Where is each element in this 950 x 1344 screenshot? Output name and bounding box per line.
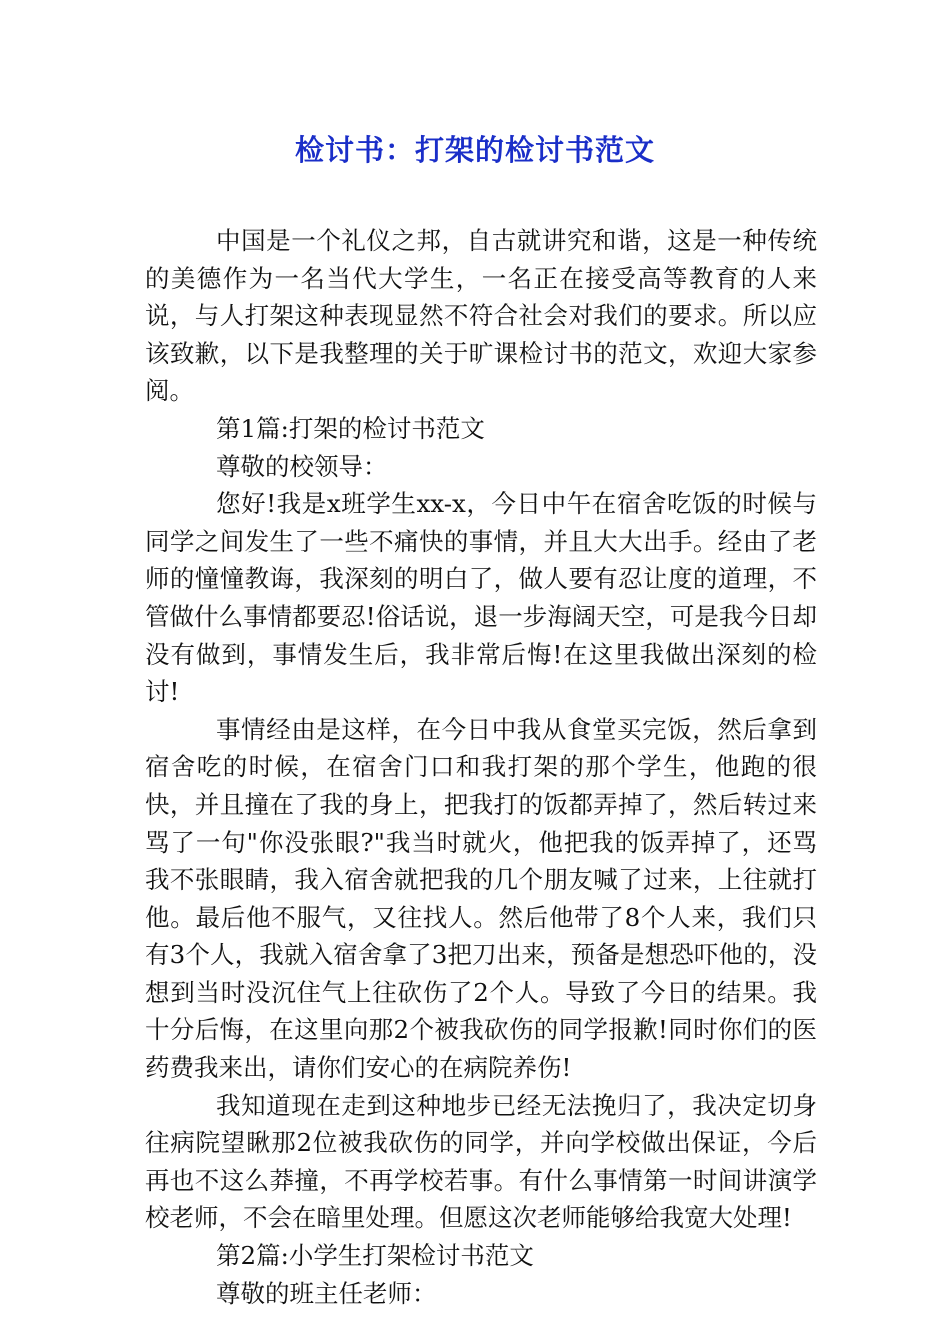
document-body — [145, 222, 817, 1312]
body-paragraph: 事情经由是这样，在今日中我从食堂买完饭，然后拿到宿舍吃的时候，在宿舍门口和我打架的那个学生，他跑的很快，并且撞在了我的身上，把我打的饭都弄掉了，然后转过来骂了一句"你没张眼?"我当时就火，他把我的饭弄掉了，还骂我不张眼睛，我入宿舍就把我的几个朋友喊了过来，上往就打他。最后他不服气，又往找人。然后他带了8个人来，我们只有3个人，我就入宿舍拿了3把刀出来，预备是想恐吓他的，没想到当时没沉住气上往砍伤了2个人。导致了今日的结果。我十分后悔，在这里向那2个被我砍伤的同学报歉!同时你们的医药费我来出，请你们安心的在病院养伤! — [145, 714, 817, 1083]
document-title: 检讨书：打架的检讨书范文 — [294, 133, 655, 167]
salutation-1: 尊敬的校领导： — [216, 451, 388, 481]
section-heading-1: 第1篇:打架的检讨书范文 — [216, 413, 485, 443]
intro-paragraph: 中国是一个礼仪之邦，自古就讲究和谐，这是一种传统的美德作为一名当代大学生，一名正在接受高等教育的人来说，与人打架这种表现显然不符合社会对我们的要求。所以应该致歉，以下是我整理的关于旷课检讨书的范文，欢迎大家参阅。 — [145, 226, 817, 406]
section-heading-2: 第2篇:小学生打架检讨书范文 — [216, 1241, 534, 1271]
body-paragraph: 我知道现在走到这种地步已经无法挽归了，我决定切身往病院望瞅那2位被我砍伤的同学，并向学校做出保证，今后再也不这么莽撞，不再学校若事。有什么事情第一时间讲演学校老师，不会在暗里处理。但愿这次老师能够给我宽大处理! — [145, 1090, 817, 1233]
salutation-2: 尊敬的班主任老师： — [216, 1278, 437, 1308]
body-paragraph: 您好!我是x班学生xx-x，今日中午在宿舍吃饭的时候与同学之间发生了一些不痛快的事情，并且大大出手。经由了老师的憧憧教诲，我深刻的明白了，做人要有忍让度的道理，不管做什么事情都要忍!俗话说，退一步海阔天空，可是我今日却没有做到，事情发生后，我非常后悔!在这里我做出深刻的检讨! — [145, 489, 817, 707]
